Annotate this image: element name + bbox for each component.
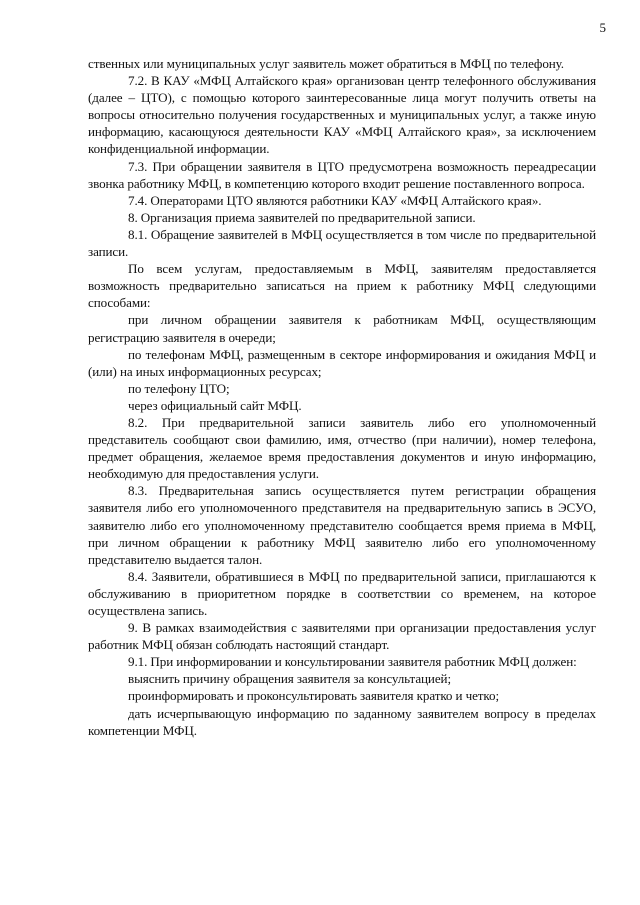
paragraph-7-4: 7.4. Операторами ЦТО являются работники КАУ «МФЦ Алтайского края». [128, 192, 542, 208]
list-item-inform-briefly: проинформировать и проконсультировать заявителя кратко и четко; [128, 688, 500, 704]
paragraph-8-2: 8.2. При предварительной записи заявитель либо его уполномоченный представитель сообщают свои фамилию, имя, отчество (при наличии), номер телефона, предмет обращения, желаемое время предоставления документов и иную информацию, необходимую для предоставления услуги. [88, 414, 596, 482]
list-item-cto-phone: по телефону ЦТО; [128, 380, 230, 396]
list-item-mfc-phones: по телефонам МФЦ, размещенным в секторе информирования и ожидания МФЦ и (или) на иных информационных ресурсах; [88, 346, 596, 379]
paragraph-8-1-services: По всем услугам, предоставляемым в МФЦ, заявителям предоставляется возможность предварительно записаться на прием к работнику МФЦ следующими способами: [88, 261, 596, 311]
document-body [88, 55, 596, 739]
paragraph-8-3: 8.3. Предварительная запись осуществляется путем регистрации обращения заявителя либо его уполномоченного представителя на предварительную запись в ЭСУО, заявителю либо его уполномоченному представителю сообщается время приема в МФЦ, при личном обращении к работнику МФЦ заявителю либо его уполномоченному представителю выдается талон. [88, 483, 596, 567]
list-item-personal-visit: при личном обращении заявителя к работникам МФЦ, осуществляющим регистрацию заявителя в очереди; [88, 312, 596, 345]
paragraph-9: 9. В рамках взаимодействия с заявителями при организации предоставления услуг работник МФЦ обязан соблюдать настоящий стандарт. [88, 620, 596, 653]
paragraph-7-2: 7.2. В КАУ «МФЦ Алтайского края» организован центр телефонного обслуживания (далее – ЦТО), с помощью которого заинтересованные лица могут получить ответы на вопросы относительно получения государственных и муниципальных услуг, а также иную информацию, касающуюся деятельности КАУ «МФЦ Алтайского края», за исключением конфиденциальной информации. [88, 73, 596, 157]
paragraph-7-3: 7.3. При обращении заявителя в ЦТО предусмотрена возможность переадресации звонка работнику МФЦ, в компетенцию которого входит решение поставленного вопроса. [88, 158, 596, 191]
list-item-find-reason: выяснить причину обращения заявителя за консультацией; [128, 671, 451, 687]
page-number: 5 [599, 20, 606, 35]
list-item-official-site: через официальный сайт МФЦ. [128, 397, 302, 413]
paragraph-9-1: 9.1. При информировании и консультировании заявителя работник МФЦ должен: [128, 654, 577, 670]
paragraph-8: 8. Организация приема заявителей по предварительной записи. [128, 209, 476, 225]
list-item-exhaustive-info: дать исчерпывающую информацию по заданному заявителем вопросу в пределах компетенции МФЦ. [88, 705, 596, 738]
paragraph-continuation: ственных или муниципальных услуг заявитель может обратиться в МФЦ по телефону. [88, 56, 564, 71]
paragraph-8-1: 8.1. Обращение заявителей в МФЦ осуществляется в том числе по предварительной записи. [88, 226, 596, 260]
paragraph-8-4: 8.4. Заявители, обратившиеся в МФЦ по предварительной записи, приглашаются к обслуживанию в приоритетном порядке в соответствии со временем, на которое осуществлена запись. [88, 568, 596, 618]
